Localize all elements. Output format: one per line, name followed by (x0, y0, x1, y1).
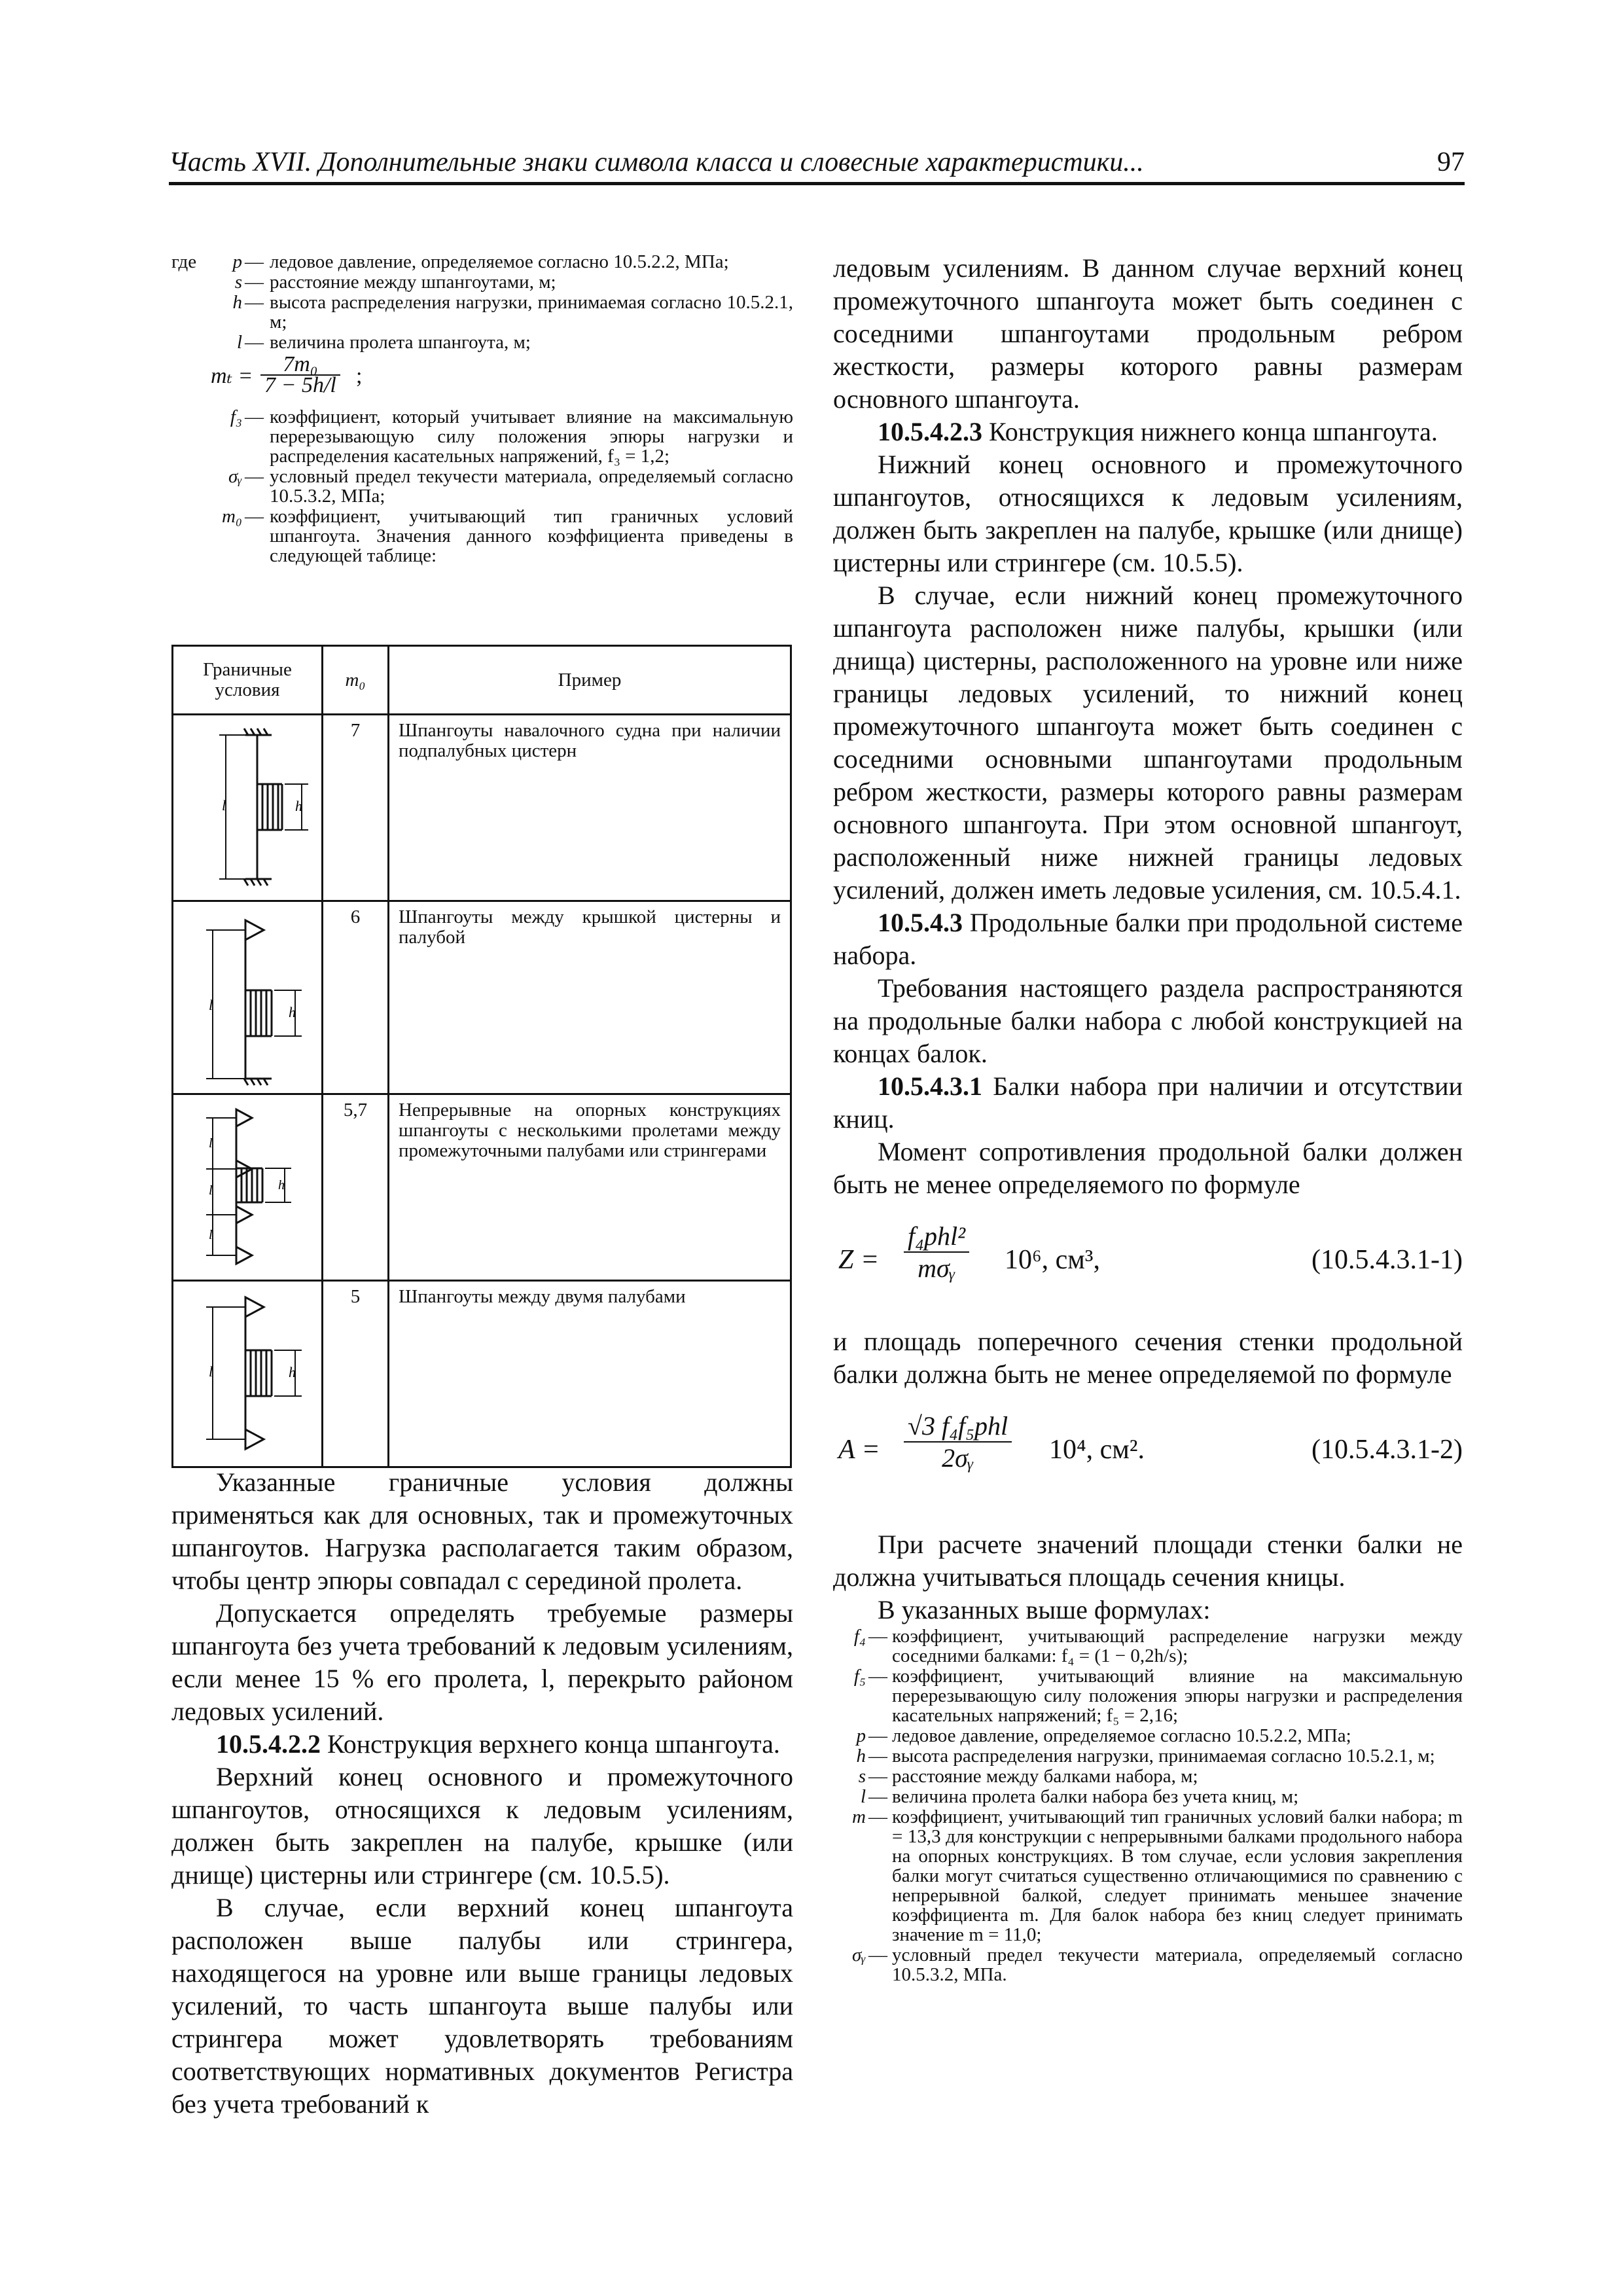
def-l: l — величина пролета шпангоута, м; (236, 332, 531, 353)
left-column (171, 251, 793, 2119)
diagram-pinned-pinned (173, 1281, 323, 1467)
section-10-5-4-2-3: 10.5.4.2.3 Конструкция нижнего конца шпангоута. (878, 417, 1438, 446)
diagram-pinned-pinned-svg (173, 1282, 320, 1466)
diagram-continuous-svg (173, 1095, 320, 1280)
example-text: Шпангоуты между двумя палубами (389, 1281, 791, 1467)
load-height-label-h: h (278, 1178, 285, 1193)
def-m0: m₀ — коэффициент, учитывающий тип граничных условий шпангоута. Значения данного коэффициента приведены в следующей таблице: (221, 506, 793, 566)
paragraph: и площадь поперечного сечения стенки продольной балки должна быть не менее определяемой по формуле (833, 1327, 1463, 1389)
m0-value: 6 (323, 901, 389, 1094)
paragraph: Верхний конец основного и промежуточного шпангоутов, относящихся к ледовым усилениям, должен быть закреплен на палубе, крышке (или днище) цистерны или стрингере (см. 10.5.5). (171, 1762, 793, 1890)
boundary-conditions-table (171, 645, 792, 1468)
m0-value: 7 (323, 715, 389, 901)
diagram-pinned-fixed-svg (173, 902, 320, 1093)
paragraph: Допускается определять требуемые размеры шпангоута без учета требований к ледовым усилениям, если менее 15 % его пролета, l, перекрыто районом ледовых усилений. (171, 1598, 793, 1726)
def-p: где p — ледовое давление, определяемое согласно 10.5.2.2, МПа; (171, 251, 729, 272)
header-m0: m₀ (323, 646, 389, 715)
def-s: s — расстояние между шпангоутами, м; (234, 272, 556, 293)
paragraph: Требования настоящего раздела распространяются на продольные балки набора с любой конструкцией на концах балок. (833, 973, 1463, 1068)
m0-value: 5 (323, 1281, 389, 1467)
load-height-label-h: h (295, 798, 302, 814)
span-label-l: l (222, 797, 226, 814)
table-row (173, 715, 791, 901)
diagram-continuous (173, 1094, 323, 1281)
table-row (173, 1094, 791, 1281)
header-example: Пример (389, 646, 791, 715)
left-body-text (171, 1466, 793, 2121)
def-s: s — расстояние между балками набора, м; (858, 1766, 1198, 1787)
running-title: Часть XVII. Дополнительные знаки символа класса и словесные характеристики... (169, 147, 1144, 177)
span-label-l: l (209, 997, 213, 1013)
paragraph: Указанные граничные условия должны применяться как для основных, так и промежуточных шпангоутов. Нагрузка располагается таким образом, чтобы центр эпюры совпадал с серединой пролета. (171, 1467, 793, 1595)
mt-formula: mₜ = $\frac{\text{7m₀}}{7 - 5h/l}$ ; (211, 352, 363, 397)
span-label-l: l (209, 1183, 213, 1198)
def-p: p — ледовое давление, определяемое согласно 10.5.2.2, МПа; (856, 1725, 1351, 1746)
table-header-row (173, 646, 791, 715)
diagram-pinned-fixed (173, 901, 323, 1094)
example-text: Шпангоуты между крышкой цистерны и палубой (389, 901, 791, 1094)
def-l: l — величина пролета балки набора без учета книц, м; (860, 1786, 1299, 1807)
paragraph-continuation: ледовым усилениям. В данном случае верхний конец промежуточного шпангоута может быть соединен с соседними шпангоутами продольным ребром жесткости, размеры которого равны размерам основного шпангоута. (833, 253, 1463, 414)
paragraph: Нижний конец основного и промежуточного шпангоутов, относящихся к ледовым усилениям, должен быть закреплен на палубе, крышке (или днище) цистерны или стрингере (см. 10.5.5). (833, 450, 1463, 577)
paragraph: Момент сопротивления продольной балки должен быть не менее определяемого по формуле (833, 1137, 1463, 1199)
paragraph: При расчете значений площади стенки балки не должна учитываться площадь сечения кницы. (833, 1530, 1463, 1592)
m0-value: 5,7 (323, 1094, 389, 1281)
def-h: h — высота распределения нагрузки, принимаемая согласно 10.5.2.1, м; (856, 1746, 1435, 1767)
paragraph: В указанных выше формулах: (878, 1595, 1211, 1624)
definitions-top (171, 252, 793, 565)
example-text: Шпангоуты навалочного судна при наличии подпалубных цистерн (389, 715, 791, 901)
span-label-l: l (209, 1228, 213, 1242)
formula-section-modulus: Z = f₄phl² mσᵧ 10⁶, см³, (10.5.4.3.1-1) (838, 1221, 1463, 1283)
right-column (833, 252, 1463, 1985)
def-f5: f₅ — коэффициент, учитывающий влияние на максимальную перерезывающую силу положения эпюры нагрузки и распределения касательных напряжений; f₅ = 2,16; (853, 1666, 1463, 1726)
paragraph: В случае, если верхний конец шпангоута расположен выше палубы или стрингера, находящегося на уровне или выше границы ледовых усилений, то часть шпангоута выше палубы или стрингера может удовлетворять требованиям соответствующих нормативных документов Регистра без учета требований к (171, 1893, 793, 2119)
section-10-5-4-3: 10.5.4.3 Продольные балки при продольной системе набора. (833, 908, 1463, 970)
def-h: h — высота распределения нагрузки, принимаемая согласно 10.5.2.1, м; (232, 292, 793, 332)
span-label-l: l (209, 1363, 213, 1380)
section-10-5-4-2-2: 10.5.4.2.2 Конструкция верхнего конца шпангоута. (216, 1729, 780, 1759)
load-height-label-h: h (289, 1364, 296, 1380)
definitions-right (833, 1626, 1463, 1984)
where-word: где (171, 251, 197, 272)
def-sigma: σᵧ — условный предел текучести материала, определяемый согласно 10.5.3.2, МПа. (852, 1945, 1463, 1985)
page-header (169, 136, 1465, 185)
equation-number: (10.5.4.3.1-1) (1311, 1245, 1463, 1275)
def-f3: f₃ — коэффициент, который учитывает влияние на максимальную перерезывающую силу положения эпюры нагрузки и распределения касательных напряжений, f₃ = 1,2; (230, 406, 793, 467)
table-row (173, 1281, 791, 1467)
def-sigma: σᵧ — условный предел текучести материала, определяемый согласно 10.5.3.2, МПа; (228, 466, 793, 507)
load-height-label-h: h (289, 1004, 296, 1020)
diagram-fixed-fixed-svg (173, 715, 320, 900)
page-number: 97 (1437, 147, 1465, 177)
table-row (173, 901, 791, 1094)
section-10-5-4-3-1: 10.5.4.3.1 Балки набора при наличии и отсутствии книц. (833, 1071, 1463, 1134)
paragraph: В случае, если нижний конец промежуточного шпангоута расположен ниже палубы, крышки (или днища) цистерны, расположенного на уровне или ниже границы ледовых усилений, то нижний конец промежуточного шпангоута может быть соединен с соседними основными шпангоутами продольным ребром жесткости, размеры которого равны размерам основного шпангоута. При этом основной шпангоут, расположенный ниже нижней границы ледовых усилений, должен иметь ледовые усиления, см. 10.5.4.1. (833, 581, 1463, 905)
equation-number: (10.5.4.3.1-2) (1311, 1435, 1463, 1465)
diagram-fixed-fixed (173, 715, 323, 901)
example-text: Непрерывные на опорных конструкциях шпангоуты с несколькими пролетами между промежуточными палубами или стрингерами (389, 1094, 791, 1281)
def-f4: f₄ — коэффициент, учитывающий распределение нагрузки между соседними балками: f₄ = (1 − 0,2h/s); (853, 1626, 1463, 1666)
header-boundary-conditions: Граничные условия (173, 646, 323, 715)
def-m: m — коэффициент, учитывающий тип граничных условий балки набора; m = 13,3 для конструкции с непрерывными балками продольного набора на опорных конструкциях. В том случае, если условия закрепления балки могут считаться существенно отличающимися по сравнению с непрерывной балкой, следует принимать меньшее значение коэффициента m. Для балок набора без книц следует принимать значение m = 11,0; (852, 1806, 1463, 1945)
formula-web-area: A = √3 f₄f₅phl 2σᵧ 10⁴, см². (10.5.4.3.1-2) (838, 1411, 1463, 1473)
span-label-l: l (209, 1136, 213, 1151)
